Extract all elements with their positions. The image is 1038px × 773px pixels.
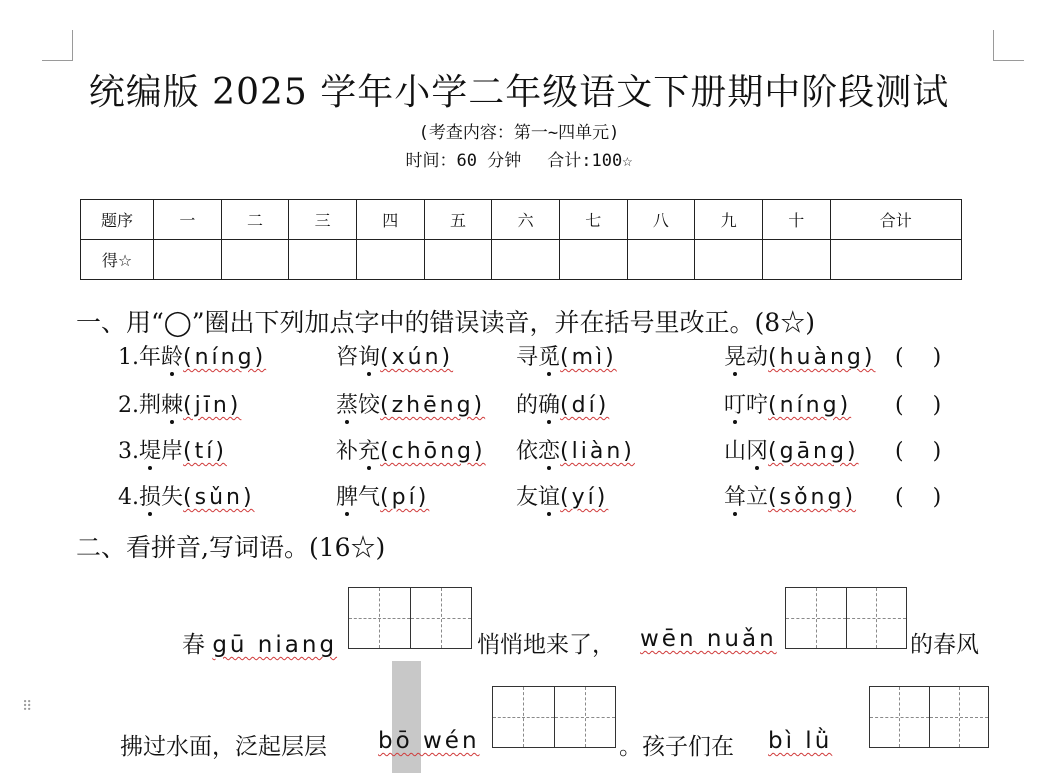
word-item [516, 480, 608, 511]
answer-grid-cell[interactable] [493, 687, 555, 747]
word-char: 1.年 [118, 345, 161, 370]
score-cell[interactable] [221, 240, 289, 280]
dotted-char: 损 [139, 485, 162, 510]
dotted-char: 耸 [724, 485, 747, 510]
pinyin-text: (xún) [380, 345, 454, 370]
pinyin-line-1 [182, 626, 337, 659]
score-header-cell: 八 [627, 200, 695, 240]
pinyin-text: (yí) [560, 485, 609, 510]
answer-grid-cell[interactable] [847, 588, 907, 648]
pinyin-text: (níng) [183, 345, 267, 370]
word-char: 的 [516, 393, 539, 418]
score-cell[interactable] [695, 240, 763, 280]
score-cell[interactable] [762, 240, 830, 280]
answer-grid[interactable] [869, 686, 989, 748]
paragraph-drag-handle-icon[interactable]: ⠿ [22, 699, 33, 715]
score-header-cell: 五 [424, 200, 492, 240]
dotted-char: 堤 [139, 439, 162, 464]
pinyin-text: (gāng) [768, 439, 859, 464]
exam-total: 合计:100☆ [547, 151, 633, 171]
word-item [724, 434, 859, 465]
word-item [336, 388, 485, 419]
dotted-char: 棘 [161, 393, 184, 418]
pinyin-text: (huàng) [768, 345, 876, 370]
score-cell[interactable] [424, 240, 492, 280]
exam-meta [0, 146, 1038, 171]
line-text: 。孩子们在 [619, 734, 734, 760]
answer-grid-cell[interactable] [411, 588, 472, 648]
word-item [516, 340, 617, 371]
answer-parentheses[interactable]: ( ) [895, 345, 942, 370]
pinyin-text: (zhēng) [380, 393, 486, 418]
score-header-cell: 题序 [81, 200, 154, 240]
score-table-score-row [81, 240, 962, 280]
word-char: 咨 [336, 345, 359, 370]
score-header-cell: 九 [695, 200, 763, 240]
word-char: 咛 [746, 393, 769, 418]
word-item [336, 480, 429, 511]
score-header-cell: 一 [154, 200, 222, 240]
answer-grid[interactable] [348, 587, 472, 649]
word-char: 气 [358, 485, 381, 510]
word-item [336, 340, 453, 371]
pinyin-prompt [378, 728, 480, 754]
pinyin-text: (dí) [560, 393, 610, 418]
line-text: 悄悄地来了， [477, 632, 615, 658]
dotted-char: 询 [358, 345, 381, 370]
word-char: 寻 [516, 345, 539, 370]
score-header-cell: 二 [221, 200, 289, 240]
word-item [724, 388, 851, 419]
score-cell[interactable] [289, 240, 357, 280]
dotted-char: 确 [538, 393, 561, 418]
dotted-char: 充 [358, 439, 381, 464]
score-header-cell: 三 [289, 200, 357, 240]
line-text: 拂过水面，泛起层层 [120, 734, 327, 760]
exam-subtitle: (考查内容：第一~四单元) [418, 123, 620, 143]
score-header-cell: 六 [492, 200, 560, 240]
dotted-char: 叮 [724, 393, 747, 418]
section1-heading: 一、用“◯”圈出下列加点字中的错误读音，并在括号里改正。(8☆) [76, 308, 815, 337]
answer-grid-cell[interactable] [786, 588, 847, 648]
answer-parentheses[interactable]: ( ) [895, 393, 942, 418]
word-char: 立 [746, 485, 769, 510]
line-text: 的春风 [910, 632, 979, 658]
dotted-char: 觅 [538, 345, 561, 370]
exam-title: 统编版 2025 学年小学二年级语文下册期中阶段测试 [88, 72, 950, 113]
word-char: 4. [118, 485, 139, 510]
answer-grid[interactable] [492, 686, 616, 748]
pinyin-text: (chōng) [380, 439, 486, 464]
answer-parentheses[interactable]: ( ) [895, 485, 942, 510]
answer-grid-cell[interactable] [555, 687, 616, 747]
dotted-char: 冈 [746, 439, 769, 464]
dotted-char: 谊 [538, 485, 561, 510]
pinyin-text: (liàn) [560, 439, 635, 464]
dotted-char: 晃 [724, 345, 747, 370]
answer-grid-cell[interactable] [870, 687, 930, 747]
word-char: 山 [724, 439, 747, 464]
pinyin-prompt [640, 626, 777, 652]
pinyin-text: (jīn) [183, 393, 242, 418]
pinyin-text: (mì) [560, 345, 617, 370]
score-row-label: 得☆ [81, 240, 154, 280]
section2-heading: 二、看拼音,写词语。(16☆) [76, 533, 386, 562]
word-item [118, 388, 241, 419]
word-item [516, 434, 635, 465]
score-header-cell: 合计 [830, 200, 961, 240]
line-text: 春 [182, 632, 205, 658]
score-header-cell: 十 [762, 200, 830, 240]
pinyin-text: (pí) [380, 485, 430, 510]
dotted-char: 恋 [538, 439, 561, 464]
page-corner-mark [993, 30, 1024, 61]
pinyin-text: (níng) [768, 393, 852, 418]
word-item [118, 480, 255, 511]
score-table [80, 199, 962, 280]
word-item [118, 434, 227, 465]
word-char: 岸 [161, 439, 184, 464]
pinyin-prompt [768, 728, 832, 754]
answer-parentheses[interactable]: ( ) [895, 439, 942, 464]
word-char: 依 [516, 439, 539, 464]
pinyin-text: (tí) [183, 439, 227, 464]
pinyin-text: (sǒng) [768, 485, 857, 510]
word-item [516, 388, 609, 419]
word-char: 失 [161, 485, 184, 510]
pinyin-text: bì lǜ [768, 728, 833, 754]
score-cell[interactable] [492, 240, 560, 280]
dotted-char: 蒸 [336, 393, 359, 418]
text-selection-highlight [392, 661, 421, 773]
score-cell[interactable] [830, 240, 961, 280]
word-item [336, 434, 486, 465]
answer-grid[interactable] [785, 587, 907, 649]
word-item [724, 480, 856, 511]
score-table-header-row [81, 200, 962, 240]
word-char: 2.荆 [118, 393, 161, 418]
word-char: 饺 [358, 393, 381, 418]
page-corner-mark [42, 30, 73, 61]
score-cell[interactable] [559, 240, 627, 280]
answer-grid-cell[interactable] [930, 687, 989, 747]
dotted-char: 脾 [336, 485, 359, 510]
word-item [724, 340, 875, 371]
answer-grid-cell[interactable] [349, 588, 411, 648]
score-cell[interactable] [356, 240, 424, 280]
pinyin-text: (sǔn) [183, 485, 255, 510]
word-item [118, 340, 266, 371]
pinyin-text: wēn nuǎn [640, 626, 777, 652]
word-char: 补 [336, 439, 359, 464]
pinyin-text: bō wén [378, 728, 480, 754]
dotted-char: 龄 [161, 345, 184, 370]
pinyin-prompt: gū niang [212, 632, 338, 658]
score-header-cell: 四 [356, 200, 424, 240]
word-char: 友 [516, 485, 539, 510]
score-header-cell: 七 [559, 200, 627, 240]
exam-time: 时间：60 分钟 [405, 151, 522, 171]
word-char: 动 [746, 345, 769, 370]
word-char: 3. [118, 439, 139, 464]
score-cell[interactable] [627, 240, 695, 280]
score-cell[interactable] [154, 240, 222, 280]
